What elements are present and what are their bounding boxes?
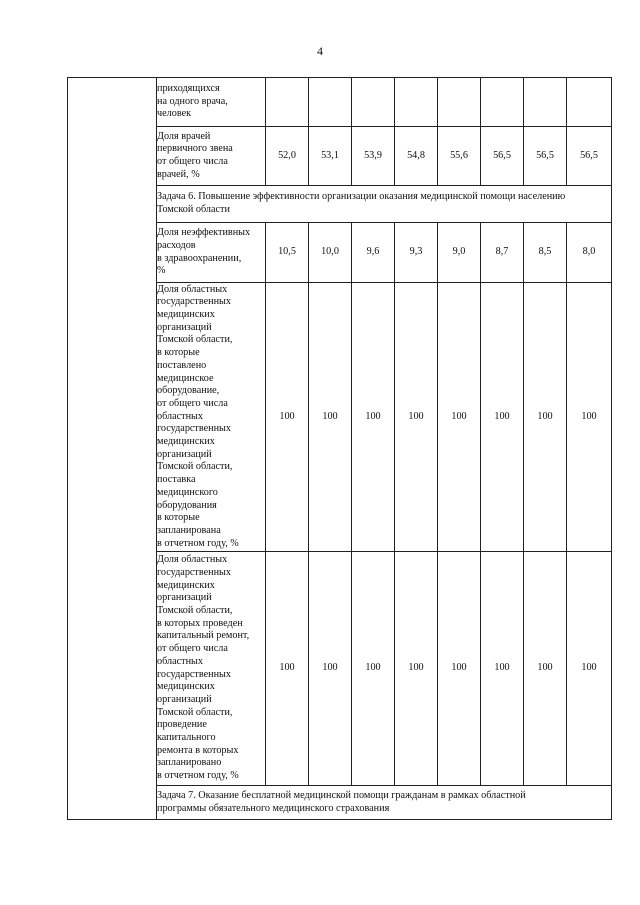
value-cell [309,78,352,127]
indicator-label-line: организаций [157,448,212,460]
value-cell: 100 [266,283,309,552]
value-cell: 100 [524,552,567,786]
indicator-label-line: медицинское [157,372,214,384]
indicator-label-line: медицинских [157,436,215,448]
indicator-label-line: капитального [157,732,216,744]
value-cell [266,78,309,127]
value-cell [395,78,438,127]
indicator-label-line: в которых проведен [157,617,243,629]
value-cell [567,78,612,127]
value-cell: 100 [309,552,352,786]
indicator-label-line: первичного звена [157,143,233,155]
indicator-label-line: человек [157,108,192,120]
value-cell: 56,5 [567,127,612,186]
value-cell: 9,6 [352,223,395,283]
indicator-label-line: в которые [157,347,200,359]
indicator-label-line: в отчетном году, % [157,770,239,782]
task-text-line: Задача 6. Повышение эффективности организации оказания медицинской помощи населению [157,191,566,203]
indicator-label-line: Доля областных [157,283,228,295]
value-cell: 55,6 [438,127,481,186]
page-number: 4 [317,44,323,58]
value-cell: 100 [352,283,395,552]
value-cell: 100 [524,283,567,552]
value-cell: 56,5 [481,127,524,186]
value-cell: 100 [438,283,481,552]
indicator-label-line: Доля неэффективных [157,227,251,239]
indicator-label-line: Томской области, [157,461,233,473]
indicator-label-line: медицинских [157,309,215,321]
value-cell: 9,0 [438,223,481,283]
value-cell: 100 [438,552,481,786]
indicator-label-line: Томской области, [157,604,233,616]
indicator-label [157,127,266,186]
indicator-label [157,552,266,786]
indicator-label-line: проведение [157,719,207,731]
indicator-label-line: оборудование, [157,385,220,397]
value-cell: 52,0 [266,127,309,186]
task-heading [157,786,612,820]
value-cell: 100 [266,552,309,786]
indicator-label-line: расходов [157,239,196,251]
indicator-label-line: запланировано [157,757,222,769]
value-cell [438,78,481,127]
value-cell: 100 [567,552,612,786]
indicator-label-line: врачей, % [157,168,200,180]
value-cell: 53,1 [309,127,352,186]
indicator-label-line: Томской области, [157,334,233,346]
value-cell: 10,0 [309,223,352,283]
indicator-label-line: оборудования [157,499,217,511]
indicator-label-line: от общего числа [157,156,228,167]
indicator-label-line: поставка [157,474,196,486]
value-cell [524,78,567,127]
indicator-label-line: ремонта в которых [157,744,239,756]
indicator-label-line: от общего числа [157,397,228,409]
indicator-label-line: медицинских [157,681,215,693]
indicator-label-line: областных [157,655,203,667]
value-cell: 100 [481,283,524,552]
indicator-label-line: Доля областных [157,554,228,566]
value-cell: 56,5 [524,127,567,186]
indicator-label-line: приходящихся [157,82,220,94]
value-cell: 100 [395,283,438,552]
indicator-label-line: на одного врача, [157,95,228,107]
value-cell [481,78,524,127]
value-cell: 100 [309,283,352,552]
task-heading [157,186,612,223]
left-column-cell [68,78,157,820]
indicator-label-line: государственных [157,668,231,680]
indicator-label-line: областных [157,410,203,422]
value-cell: 8,7 [481,223,524,283]
indicator-label-line: государственных [157,296,231,308]
value-cell: 8,0 [567,223,612,283]
indicator-label-line: организаций [157,592,212,604]
indicator-label-line: организаций [157,693,212,705]
value-cell: 9,3 [395,223,438,283]
indicator-label-line: медицинского [157,486,218,498]
table-row [68,78,612,127]
indicator-label-line: в здравоохранении, [157,252,242,264]
value-cell: 100 [395,552,438,786]
value-cell: 100 [352,552,395,786]
indicator-label-line: Томской области, [157,706,233,718]
task-text-line: программы обязательного медицинского страхования [157,802,390,814]
value-cell: 10,5 [266,223,309,283]
task-text-line: Томской области [157,204,230,215]
indicator-label-line: капитальный ремонт, [157,630,250,642]
indicator-label-line: медицинских [157,579,215,591]
value-cell: 8,5 [524,223,567,283]
task-text-line: Задача 7. Оказание бесплатной медицинской помощи гражданам в рамках областной [157,789,526,801]
indicator-label-line: государственных [157,566,231,578]
value-cell: 54,8 [395,127,438,186]
indicator-label-line: запланирована [157,524,221,536]
indicator-label-line: организаций [157,321,212,333]
indicator-label-line: государственных [157,423,231,435]
indicator-label [157,283,266,552]
value-cell: 100 [481,552,524,786]
indicator-label [157,78,266,127]
indicators-table [67,77,612,820]
indicator-label-line: % [157,265,166,277]
indicator-label-line: в отчетном году, % [157,537,239,549]
indicator-label-line: от общего числа [157,643,228,655]
indicator-label-line: поставлено [157,359,207,371]
indicator-label-line: в которые [157,512,200,524]
indicator-label-line: Доля врачей [157,130,211,142]
value-cell: 53,9 [352,127,395,186]
indicator-label [157,223,266,283]
value-cell [352,78,395,127]
value-cell: 100 [567,283,612,552]
